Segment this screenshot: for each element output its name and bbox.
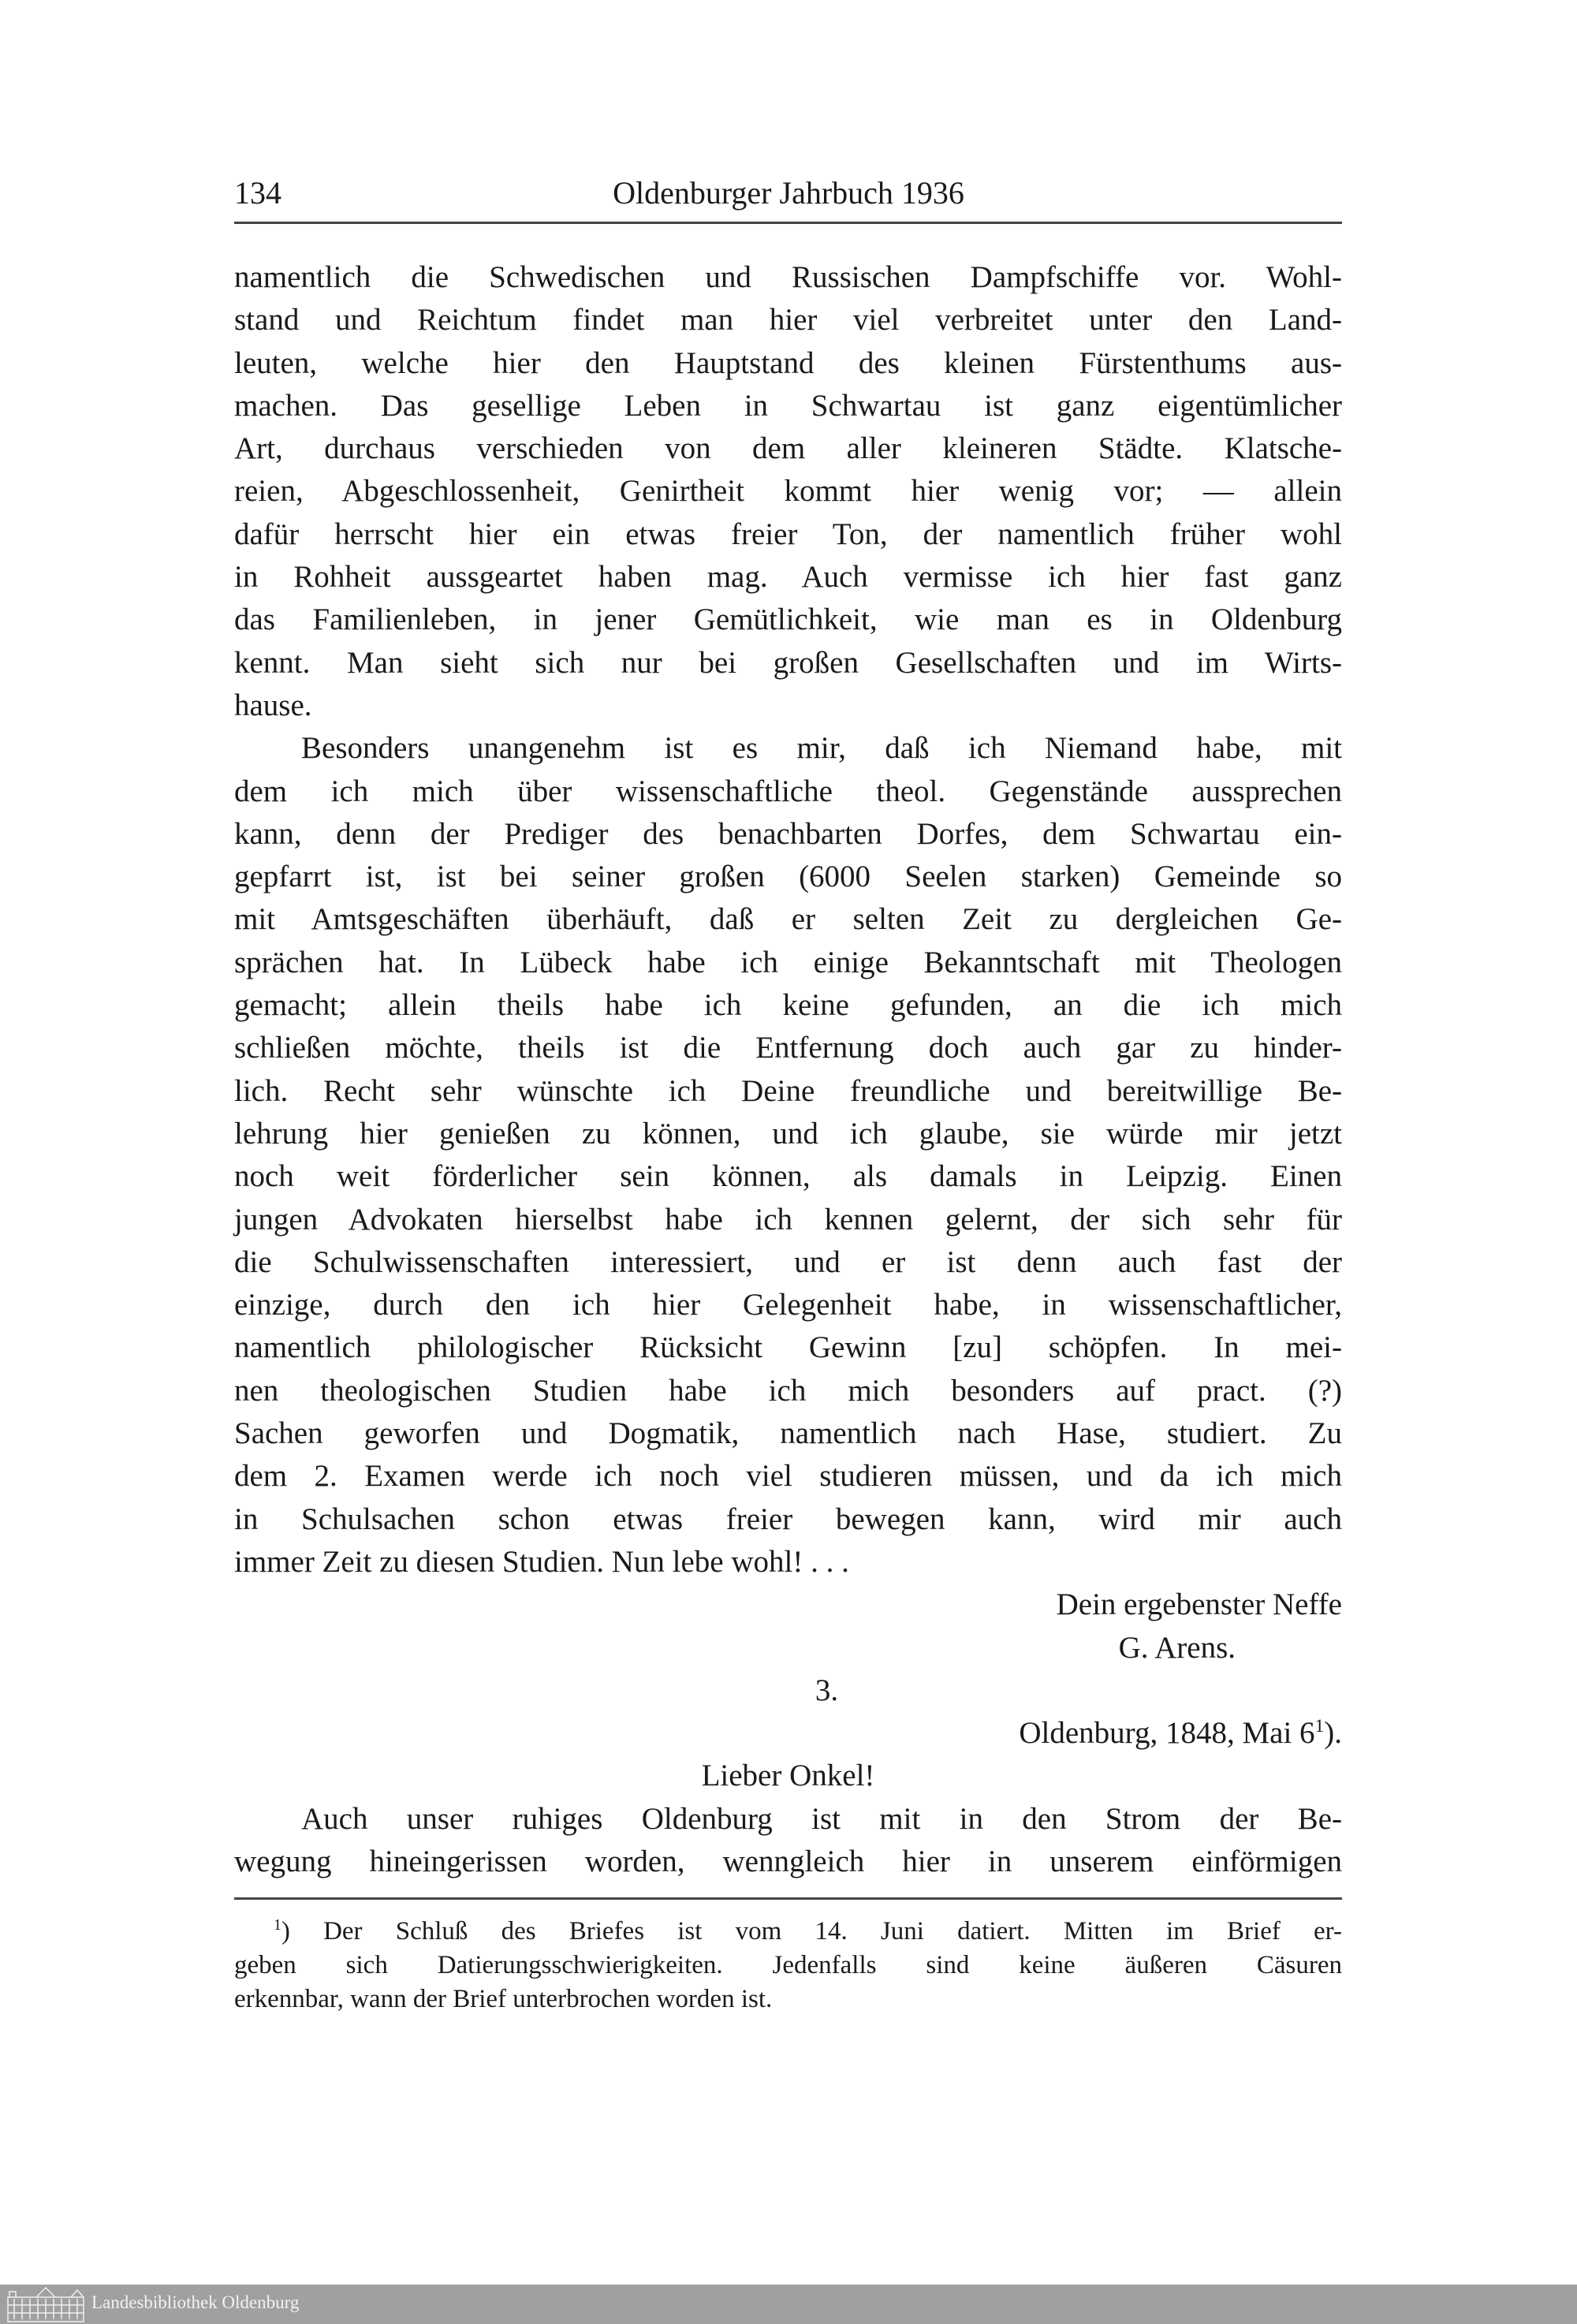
text-line: stand und Reichtum findet man hier viel verbreitet unter den Land- (234, 303, 1342, 338)
library-footer-bar (0, 2285, 1577, 2324)
text-line: Sachen geworfen und Dogmatik, namentlich nach Hase, studiert. Zu (234, 1416, 1342, 1451)
text-line: jungen Advokaten hierselbst habe ich kennen gelernt, der sich sehr für (234, 1202, 1342, 1237)
footnote-line: erkennbar, wann der Brief unterbrochen worden ist. (234, 1985, 773, 2013)
footnotes (234, 1915, 1342, 2016)
footnote-line: $^1$) Der Schluß des Briefes ist vom 14. Juni datiert. Mitten im Brief er- (274, 1916, 1342, 1945)
library-building-logo (6, 2286, 85, 2322)
footnote-ref: 1 (1314, 1716, 1325, 1737)
library-name: Landesbibliothek Oldenburg (91, 2292, 300, 2312)
text-line: nen theologischen Studien habe ich mich besonders auf pract. (?) (234, 1373, 1342, 1408)
text-line: dafür herrscht hier ein etwas freier Ton, der namentlich früher wohl (234, 517, 1342, 551)
footnote-rule (234, 1897, 1342, 1900)
text-line: die Schulwissenschaften interessiert, und er ist denn auch fast der (234, 1244, 1342, 1279)
footnote-line: geben sich Datierungsschwierigkeiten. Jedenfalls sind keine äußeren Cäsuren (234, 1951, 1342, 1979)
text-line: kennt. Man sieht sich nur bei großen Gesellschaften und im Wirts- (234, 645, 1342, 680)
letter-number: 3. (815, 1673, 839, 1707)
header-rule (234, 222, 1342, 224)
signature: G. Arens. (1118, 1630, 1236, 1665)
text-line: sprächen hat. In Lübeck habe ich einige Bekanntschaft mit Theologen (234, 945, 1342, 979)
text-line: in Rohheit aussgeartet haben mag. Auch vermisse ich hier fast ganz (234, 560, 1342, 595)
text-line: Art, durchaus verschieden von dem aller kleineren Städte. Klatsche- (234, 431, 1342, 466)
running-title: Oldenburger Jahrbuch 1936 (613, 175, 964, 211)
text-line: noch weit förderlicher sein können, als damals in Leipzig. Einen (234, 1159, 1342, 1194)
dateline: Oldenburg, 1848, Mai $6^1$). (1019, 1716, 1342, 1751)
text-line: lich. Recht sehr wünschte ich Deine freundliche und bereitwillige Be- (234, 1073, 1342, 1108)
text-line: machen. Das gesellige Leben in Schwartau ist ganz eigentümlicher (234, 388, 1342, 423)
text-line: namentlich philologischer Rücksicht Gewinn [zu] schöpfen. In mei- (234, 1330, 1342, 1365)
text-line: lehrung hier genießen zu können, und ich glaube, sie würde mir jetzt (234, 1116, 1342, 1151)
text-line: mit Amtsgeschäften überhäuft, daß er selten Zeit zu dergleichen Ge- (234, 902, 1342, 937)
text-line: reien, Abgeschlossenheit, Genirtheit kommt hier wenig vor; — allein (234, 474, 1342, 509)
text-line: schließen möchte, theils ist die Entfernung doch auch gar zu hinder- (234, 1031, 1342, 1065)
text-line: namentlich die Schwedischen und Russischen Dampfschiffe vor. Wohl- (234, 260, 1342, 294)
text-line: wegung hineingerissen worden, wenngleich hier in unserem einförmigen (234, 1844, 1342, 1878)
text-line: einzige, durch den ich hier Gelegenheit habe, in wissenschaftlicher, (234, 1288, 1342, 1322)
text-line: dem 2. Examen werde ich noch viel studieren müssen, und da ich mich (234, 1459, 1342, 1494)
text-line: immer Zeit zu diesen Studien. Nun lebe wohl! . . . (234, 1544, 849, 1579)
text-line: hause. (234, 688, 312, 722)
body-text (234, 256, 1342, 1883)
text-line: leuten, welche hier den Hauptstand des kleinen Fürstenthums aus- (234, 345, 1342, 380)
text-line: Besonders unangenehm ist es mir, daß ich Niemand habe, mit (301, 731, 1342, 766)
text-line: gepfarrt ist, ist bei seiner großen (6000 Seelen starken) Gemeinde so (234, 860, 1342, 894)
text-line: kann, denn der Prediger des benachbarten Dorfes, dem Schwartau ein- (234, 816, 1342, 851)
text-line: gemacht; allein theils habe ich keine gefunden, an die ich mich (234, 988, 1342, 1023)
text-line: dem ich mich über wissenschaftliche theol. Gegenstände aussprechen (234, 774, 1342, 808)
greeting: Lieber Onkel! (701, 1759, 875, 1793)
text-line: Auch unser ruhiges Oldenburg ist mit in den Strom der Be- (301, 1801, 1342, 1836)
page-number: 134 (234, 175, 281, 211)
text-line: in Schulsachen schon etwas freier bewegen kann, wird mir auch (234, 1501, 1342, 1536)
closing-salutation: Dein ergebenster Neffe (1056, 1587, 1342, 1622)
text-line: das Familienleben, in jener Gemütlichkeit, wie man es in Oldenburg (234, 602, 1342, 637)
